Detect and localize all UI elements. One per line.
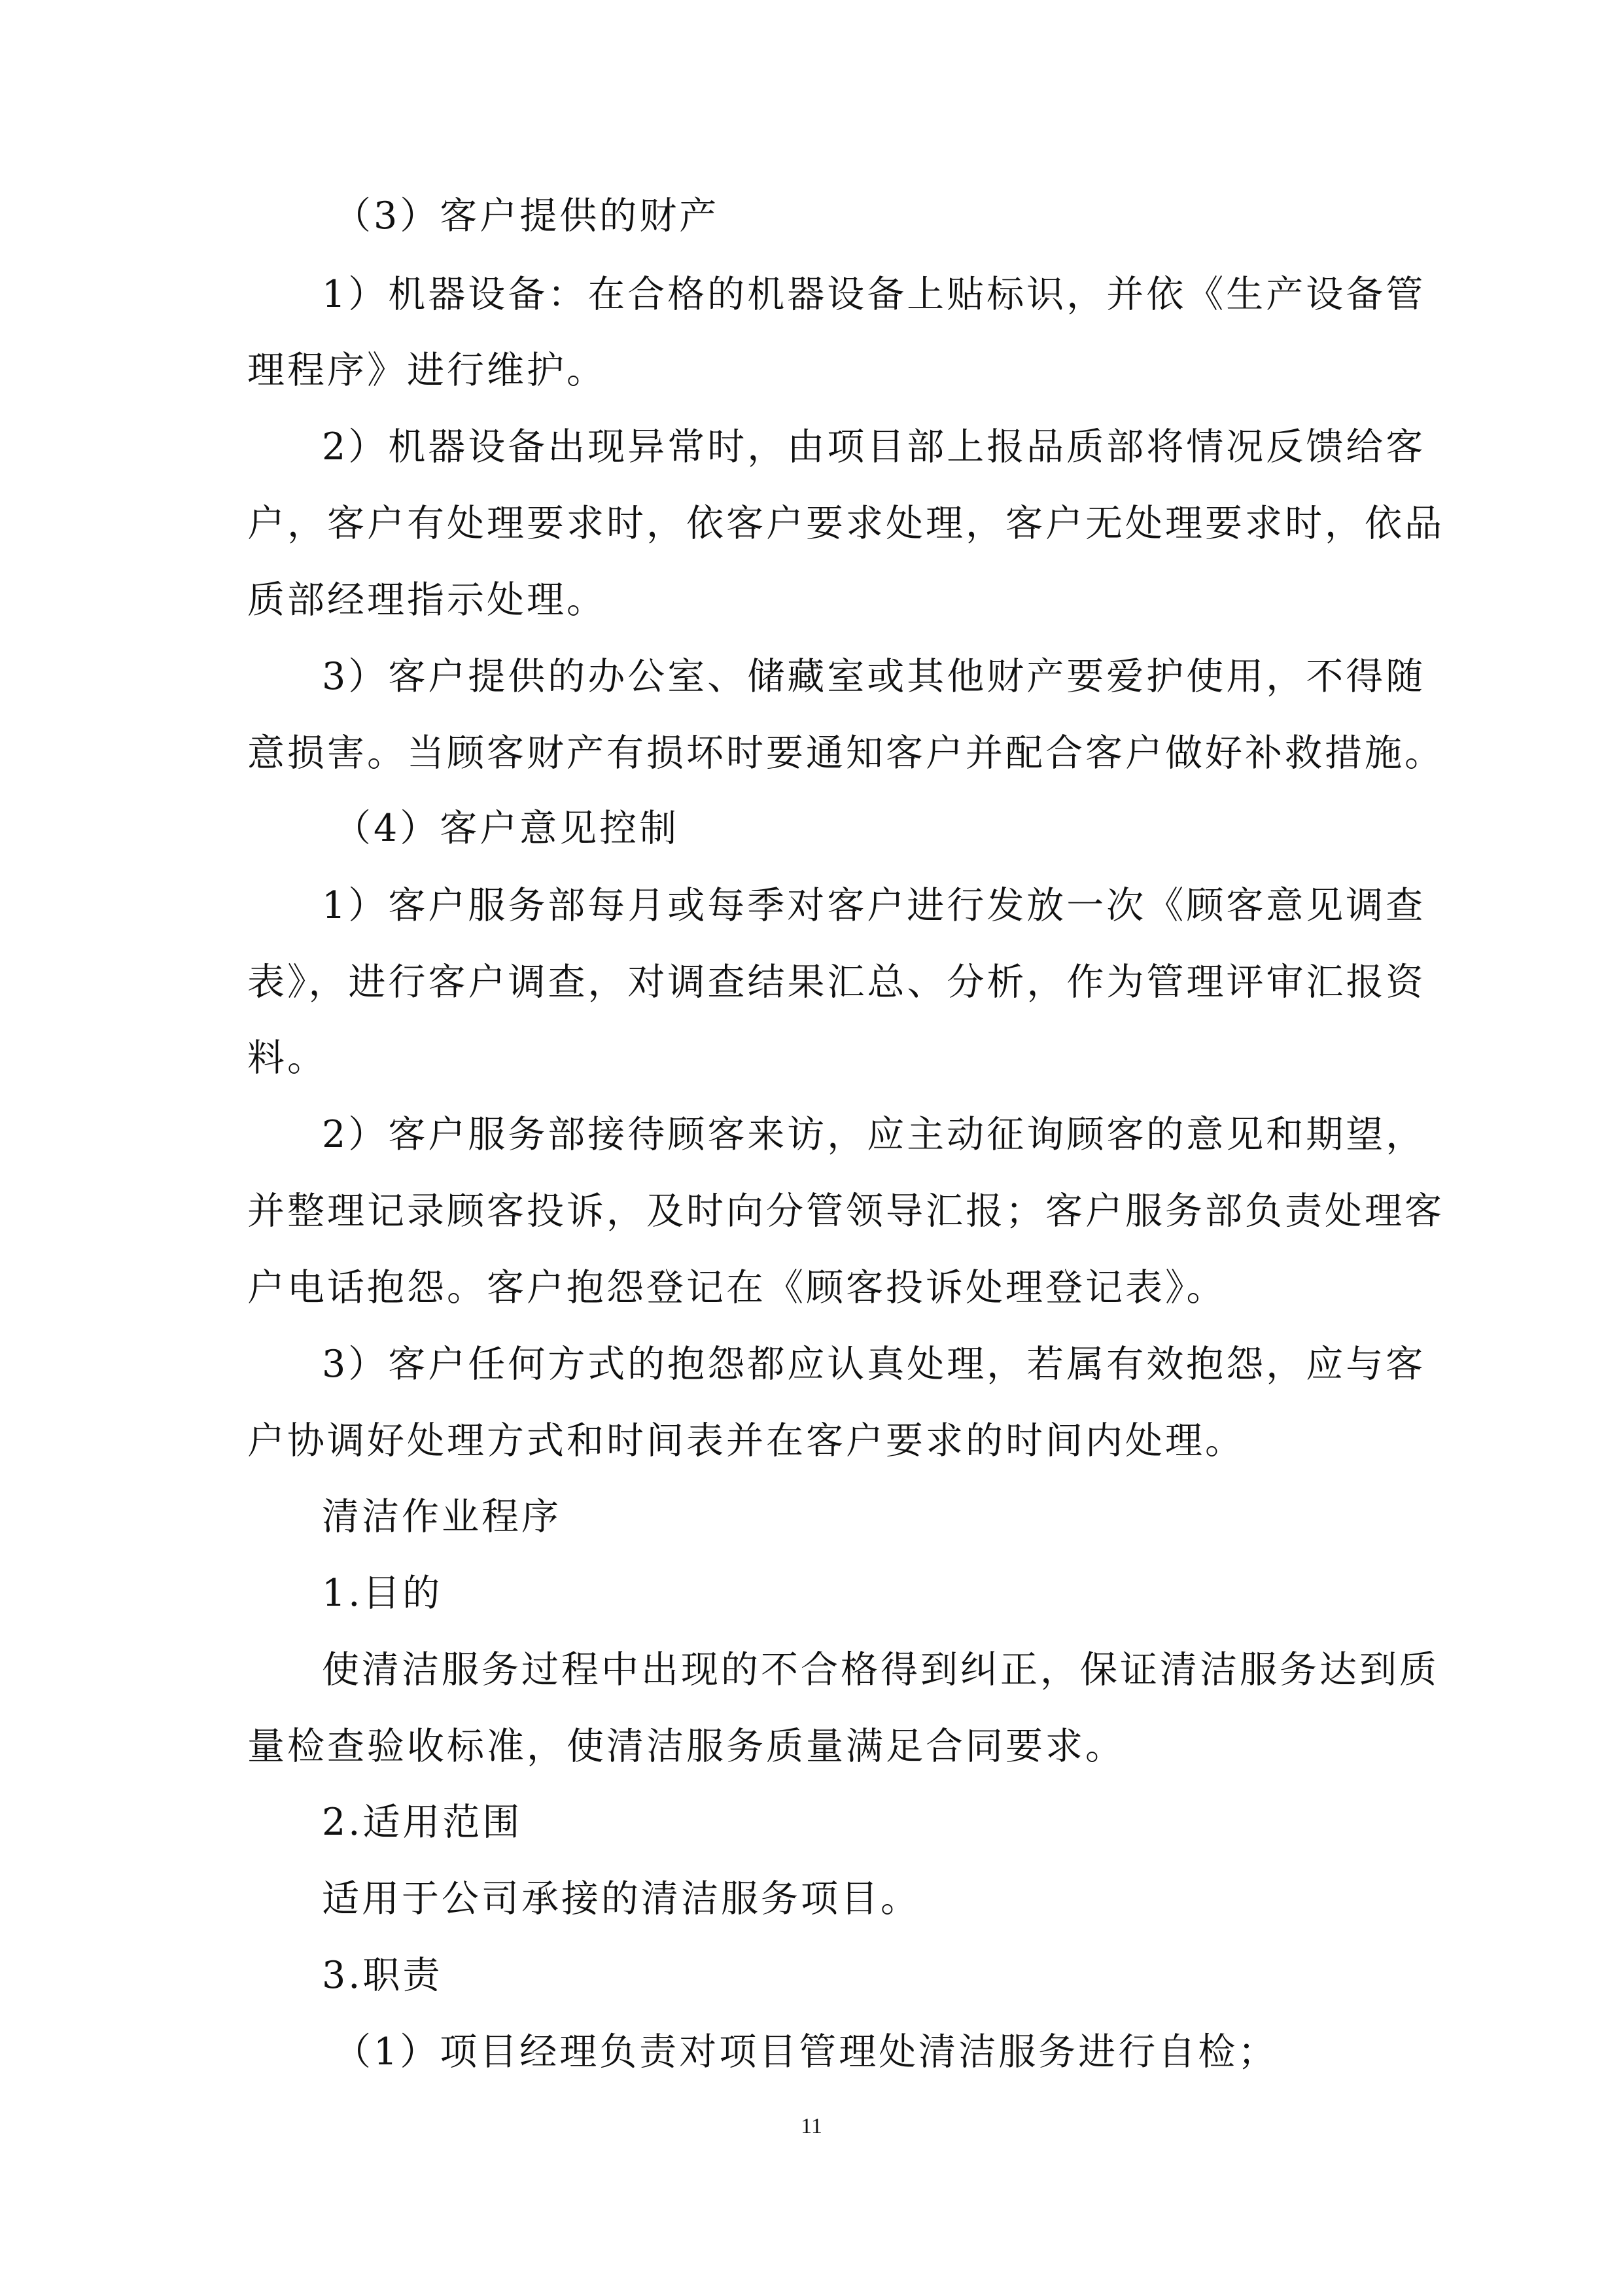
page-number: 11 [801,2114,822,2138]
heading-cleaning-procedure: 清洁作业程序 [322,1495,561,1538]
text-line: 户协调好处理方式和时间表并在客户要求的时间内处理。 [247,1419,1245,1462]
heading-responsibilities: 3.职责 [322,1954,443,1997]
text-line: 理程序》进行维护。 [247,349,606,392]
text-line: 质部经理指示处理。 [247,578,606,622]
text-line: 1）机器设备：在合格的机器设备上贴标识，并依《生产设备管 [322,273,1426,316]
text-line: 2）客户服务部接待顾客来访，应主动征询顾客的意见和期望， [322,1113,1426,1156]
text-line: 2）机器设备出现异常时，由项目部上报品质部将情况反馈给客 [322,425,1426,468]
heading-customer-property: （3）客户提供的财产 [334,194,720,238]
text-line: 量检查验收标准，使清洁服务质量满足合同要求。 [247,1725,1125,1768]
text-line: 适用于公司承接的清洁服务项目。 [322,1877,920,1920]
text-line: 料。 [247,1036,327,1080]
text-line: 并整理记录顾客投诉，及时向分管领导汇报；客户服务部负责处理客 [247,1190,1444,1233]
text-line: 1）客户服务部每月或每季对客户进行发放一次《顾客意见调查 [322,884,1426,927]
heading-scope: 2.适用范围 [322,1801,523,1844]
text-line: 表》，进行客户调查，对调查结果汇总、分析，作为管理评审汇报资 [247,961,1426,1004]
text-line: （1）项目经理负责对项目管理处清洁服务进行自检； [334,2030,1278,2074]
text-line: 3）客户提供的办公室、储藏室或其他财产要爱护使用，不得随 [322,655,1426,698]
text-line: 意损害。当顾客财产有损坏时要通知客户并配合客户做好补救措施。 [247,732,1444,775]
text-line: 3）客户任何方式的抱怨都应认真处理，若属有效抱怨，应与客 [322,1343,1426,1386]
heading-customer-feedback: （4）客户意见控制 [334,807,680,850]
text-line: 户，客户有处理要求时，依客户要求处理，客户无处理要求时，依品 [247,502,1444,545]
text-line: 使清洁服务过程中出现的不合格得到纠正，保证清洁服务达到质 [322,1648,1439,1691]
text-line: 户电话抱怨。客户抱怨登记在《顾客投诉处理登记表》。 [247,1266,1227,1309]
heading-purpose: 1.目的 [322,1572,443,1615]
